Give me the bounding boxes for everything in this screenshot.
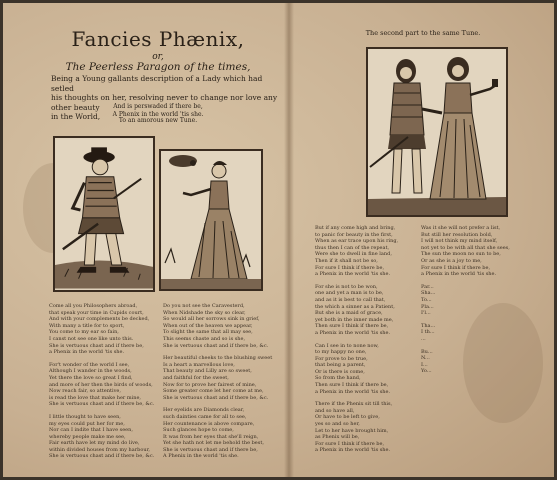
verse-line: ... <box>421 335 426 342</box>
verse-line: a Phenix in the world 'tis she. <box>421 271 497 278</box>
verse-line: For she is not to be won, <box>315 283 378 290</box>
verse-line: To... <box>421 296 432 303</box>
verse-line: Or as she is a joy to me, <box>421 257 482 264</box>
verse-line: Her countenance is above compare, <box>163 420 255 427</box>
verse-line: a Phenix in the world 'tis she. <box>315 329 391 336</box>
verse-line: Fair earth have let my mind do live, <box>49 440 140 447</box>
verse-line: So from the hand, <box>315 375 361 382</box>
verse-line: to panic for beauty in the first, <box>315 231 393 238</box>
broadside-sheet <box>3 3 554 477</box>
verse-line: Yet she hath not let me behold the best, <box>163 440 264 447</box>
verse-line: yes so and so her, <box>315 421 360 428</box>
verse-line: Bu... <box>421 348 433 355</box>
verse-line: But she is a maid of grace, <box>315 310 383 317</box>
verse-line: Were she to dwell in fine land, <box>315 251 392 258</box>
woodcut-couple <box>366 47 508 217</box>
verse-line: For sure I think if there be, <box>421 264 491 271</box>
verse-line: And with your complements be decked, <box>49 316 150 323</box>
woodcut-gallant <box>53 136 155 292</box>
tune-note: To an amorous new Tune. <box>118 117 198 124</box>
verse-line: one and yet a man is to be, <box>315 290 384 297</box>
couplet-line: And is perswaded if there be, <box>113 103 203 110</box>
verse-line: Now for to prove her fairest of mine, <box>163 381 257 388</box>
verse-line: You come to my ear so fain, <box>49 329 119 336</box>
verse-line: Come all you Philosophers abroad, <box>49 303 138 309</box>
description-line: Being a Young gallants description of a Lady which had setled <box>51 74 263 93</box>
verse-line: I'l... <box>421 310 431 317</box>
verse-line: Sha... <box>421 290 436 297</box>
gallant-illustration <box>55 138 153 290</box>
verse-line: It was from her eyes that she'll reign, <box>163 433 259 440</box>
verse-line: a Phenix in the world 'tis she. <box>49 349 125 356</box>
woodcut-lady <box>159 149 263 291</box>
verse-line: N... <box>421 355 430 362</box>
verse-line: and as it is best to call that, <box>315 296 386 303</box>
verse-line: That beauty and Lilly are so sweet, <box>163 368 252 375</box>
verse-line: yet both in the inner made me, <box>315 316 394 323</box>
verse-line: Some greater come let her come at me, <box>163 388 264 395</box>
verse-line: She is vertuous chast and if there be, &c. <box>49 453 155 460</box>
verse-line: as Phenix will be, <box>315 434 360 441</box>
center-fold <box>284 3 294 477</box>
verse-line: Do you not see the Caravesterd, <box>163 303 245 309</box>
verse-line: Such glances hope to come, <box>163 427 234 434</box>
verse-line: For prove to be true, <box>315 355 368 362</box>
verse-line: to my happy no one, <box>315 349 367 356</box>
verse-line: Nor can I indite that I have seen, <box>49 427 133 434</box>
verse-line: I canst not see one like unto this. <box>49 335 134 342</box>
verse-line: She is vertuous chast and if there be, &c. <box>163 394 269 401</box>
verse-line: I... <box>421 361 428 368</box>
verse-line: I little thought to have seen, <box>49 413 121 420</box>
verse-line: She is vertuous chast and if there be, &c. <box>163 342 269 349</box>
verse-line: Her beautiful cheeks to the blushing sweet <box>163 355 273 362</box>
verse-line: a Phenix in the world 'tis she. <box>315 388 391 395</box>
verse-line: and more of her then the birds of woods, <box>49 381 153 388</box>
verse-line: a Phenix in the world 'tis she. <box>315 271 391 278</box>
verse-line: Or have to be left to give, <box>315 414 380 421</box>
verse-line: that being a parent, <box>315 362 366 369</box>
verse-line: To slight the same that all may see, <box>163 329 253 336</box>
second-part-tune: The second part to the same Tune. <box>365 29 481 37</box>
verse-line: So would all her sorrows sink in grief, <box>163 316 260 323</box>
verse-line: There if the Phenix sit till this, <box>315 401 393 408</box>
verse-line: I th... <box>421 329 435 336</box>
verse-line: thus then I can of the repeat, <box>315 244 390 251</box>
verse-line: For't wonder of the world I see, <box>49 361 130 368</box>
verse-column-left-2 <box>163 303 281 460</box>
verse-line: She is vertuous chast and if there be, <box>49 342 144 349</box>
verse-line: is read the love that make her mine, <box>49 394 142 401</box>
verse-line: the which a sinner as a Patient, <box>315 303 395 310</box>
verse-line: When out of the heaven we appear, <box>163 322 253 329</box>
verse-line: She is vertuous chast and if there be, &c. <box>49 401 155 408</box>
verse-line: my eyes could put her for me, <box>49 420 125 427</box>
verse-line: Par... <box>421 283 434 290</box>
lady-illustration <box>161 151 261 289</box>
verse-line: such dainties came for all to see, <box>163 413 247 420</box>
verse-line: and faithful for the sweet, <box>163 374 229 381</box>
verse-line: a Phenix in the world 'tis she. <box>315 447 391 454</box>
verse-line: Then if it shall not be so, <box>315 257 378 264</box>
verse-line: But if any come high and bring, <box>315 225 396 231</box>
page-title: Fancies Phænix, <box>71 27 245 51</box>
verse-line: Or is there is come, <box>315 368 365 375</box>
verse-line: Now reach fair, so attentive, <box>49 388 121 395</box>
verse-column-left-1 <box>49 303 159 460</box>
verse-line: I will not think my mind itself, <box>421 238 498 245</box>
verse-line: Can I see in to none now, <box>315 342 379 349</box>
verse-line: Was it she will not prefer a list, <box>421 225 501 231</box>
verse-line: With many a title for to sport, <box>49 322 125 329</box>
verse-line: whereby people make me see, <box>49 433 126 440</box>
subtitle: The Peerless Paragon of the times, <box>65 61 251 73</box>
description-line: in the World, <box>51 112 101 121</box>
verse-line: For sure I think if there be, <box>315 264 385 271</box>
verse-line: Then sure I think if there be, <box>315 382 389 389</box>
couplet-line: A Phenix in the world 'tis she. <box>112 110 204 118</box>
verse-line: and so have all, <box>315 407 355 414</box>
verse-line: Is a heart a marvellous love, <box>163 361 235 368</box>
verse-line: Her eyelids are Diamonds clear, <box>163 407 245 414</box>
verse-line: When Nidshade the sky so clear, <box>163 309 246 316</box>
verse-line: Tha... <box>421 322 436 329</box>
verse-line: Then sure I think if there be, <box>315 323 389 330</box>
verse-line: within divided houses from my harbour, <box>49 446 151 453</box>
verse-line: Although I wander in the woods, <box>49 368 132 375</box>
verse-line: Pla... <box>421 303 434 310</box>
verse-line: that speak your time in Cupids court, <box>49 309 144 316</box>
verse-line: The sun the moon no sun to be, <box>421 251 501 258</box>
verse-line: But still her resolution bold, <box>421 231 493 238</box>
description-line: his thoughts on her, resolving never to change nor love any other beauty <box>51 93 278 112</box>
verse-line: Let to her have brought him, <box>315 427 389 434</box>
verse-line: not yet to be with all that she sees, <box>421 244 510 251</box>
verse-column-right-2 <box>421 225 549 375</box>
persuaded-couplet <box>43 103 273 118</box>
verse-line: When as ear trace upon his ring, <box>315 238 399 245</box>
verse-line: This seems chaste and so is she, <box>163 335 246 342</box>
verse-line: Yet there the love so great I find, <box>49 374 133 381</box>
couple-illustration <box>368 49 506 215</box>
verse-line: For sure I think if there be, <box>315 440 385 447</box>
verse-line: She is vertuous chast and if there be, <box>163 446 258 453</box>
title-or: or, <box>152 52 164 62</box>
verse-line: Yo... <box>421 368 432 375</box>
verse-column-right-1 <box>315 225 423 454</box>
verse-line: A Phenix in the world 'tis she. <box>163 453 239 460</box>
